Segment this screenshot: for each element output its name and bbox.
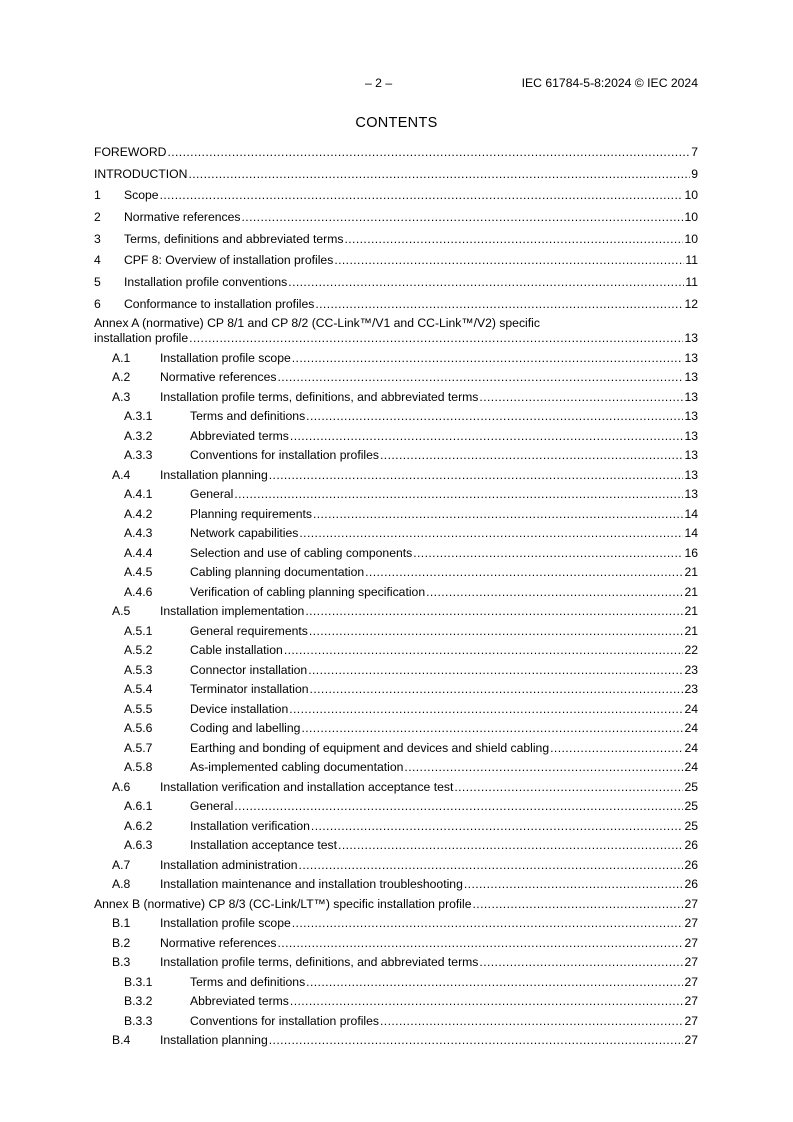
toc-entry[interactable] xyxy=(94,507,698,522)
toc-entry-page: 21 xyxy=(684,584,698,599)
dot-leader xyxy=(473,897,684,912)
toc-entry[interactable] xyxy=(94,624,698,639)
toc-entry-number: 1 xyxy=(94,188,101,203)
toc-entry-label: Verification of cabling planning specification xyxy=(190,584,426,599)
toc-entry-page: 26 xyxy=(684,857,698,872)
toc-entry-page: 7 xyxy=(691,145,698,159)
toc-entry-label: Cabling planning documentation xyxy=(190,565,365,580)
toc-entry-label: Installation profile scope xyxy=(160,916,291,931)
document-id: IEC 61784-5-8:2024 © IEC 2024 xyxy=(521,76,698,90)
toc-entry-page: 13 xyxy=(684,350,698,365)
toc-entry-label: Conventions for installation profiles xyxy=(190,448,380,463)
dot-leader xyxy=(305,604,683,619)
toc-entry[interactable] xyxy=(94,819,698,834)
toc-entry-label: General xyxy=(190,799,234,814)
dot-leader xyxy=(309,624,684,639)
toc-entry-page: 23 xyxy=(684,682,698,697)
dot-leader xyxy=(550,741,683,756)
toc-entry-page: 13 xyxy=(684,389,698,404)
toc-entry-label: Installation maintenance and installation troubleshooting xyxy=(160,877,463,892)
toc-entry-number: B.1 xyxy=(112,916,131,931)
toc-entry-page: 27 xyxy=(684,1033,698,1048)
toc-entry-page: 14 xyxy=(684,526,698,541)
page-number: – 2 – xyxy=(365,76,393,90)
toc-entry[interactable] xyxy=(94,702,698,717)
toc-entry-number: A.3 xyxy=(112,389,131,404)
dot-leader xyxy=(380,448,683,463)
toc-entry-label: INTRODUCTION xyxy=(94,166,188,181)
dot-leader xyxy=(413,546,683,561)
toc-entry[interactable] xyxy=(94,585,698,600)
toc-entry-label: As-implemented cabling documentation xyxy=(190,760,404,775)
toc-entry-label: Terms and definitions xyxy=(190,409,306,424)
toc-entry-page: 13 xyxy=(684,370,698,385)
dot-leader xyxy=(380,1014,683,1029)
toc-entry-label: Abbreviated terms xyxy=(190,428,289,443)
toc-entry-page: 13 xyxy=(684,428,698,443)
toc-entry-number: A.6.2 xyxy=(124,818,153,833)
toc-entry-label: Installation acceptance test xyxy=(190,838,338,853)
toc-entry-label: Installation profile terms, definitions, and abbreviated terms xyxy=(160,955,479,970)
dot-leader xyxy=(311,819,684,834)
dot-leader xyxy=(306,409,683,424)
toc-entry-number: A.4 xyxy=(112,467,131,482)
toc-entry-number: A.5.5 xyxy=(124,701,153,716)
toc-entry[interactable] xyxy=(94,188,698,203)
toc-entry-number: A.4.3 xyxy=(124,526,153,541)
toc-entry[interactable] xyxy=(94,565,698,580)
toc-entry-number: A.5.3 xyxy=(124,662,153,677)
toc-entry[interactable] xyxy=(94,429,698,444)
toc-entry[interactable] xyxy=(94,799,698,814)
toc-entry-number: A.1 xyxy=(112,350,131,365)
toc-entry[interactable] xyxy=(94,468,698,483)
dot-leader xyxy=(188,167,690,182)
toc-entry-page: 21 xyxy=(684,565,698,580)
toc-entry-number: 3 xyxy=(94,231,101,246)
toc-entry-number: B.3 xyxy=(112,955,131,970)
toc-entry-number: 4 xyxy=(94,253,101,268)
dot-leader xyxy=(479,390,683,405)
dot-leader xyxy=(306,975,683,990)
toc-entry-label: Annex B (normative) CP 8/3 (CC-Link/LT™) specific installation profile xyxy=(94,896,472,911)
toc-entry[interactable] xyxy=(94,167,698,182)
toc-entry-page: 21 xyxy=(684,623,698,638)
toc-entry-page: 27 xyxy=(684,974,698,989)
toc-entry[interactable] xyxy=(94,316,698,331)
toc-entry-label: FOREWORD xyxy=(94,145,167,159)
toc-entry-page: 11 xyxy=(685,275,698,290)
dot-leader xyxy=(315,297,683,312)
toc-entry-page: 26 xyxy=(684,877,698,892)
toc-entry-number: A.3.3 xyxy=(124,448,153,463)
toc-entry-label: Annex A (normative) CP 8/1 and CP 8/2 (CC-Link™/V1 and CC-Link™/V2) specific xyxy=(94,316,540,331)
dot-leader xyxy=(288,275,684,290)
toc-entry-number: A.5.2 xyxy=(124,643,153,658)
toc-entry-page: 14 xyxy=(684,506,698,521)
dot-leader xyxy=(301,721,683,736)
toc-entry-page: 27 xyxy=(684,916,698,931)
dot-leader xyxy=(308,663,683,678)
dot-leader xyxy=(313,507,683,522)
toc-entry[interactable] xyxy=(94,232,698,247)
toc-entry-label: Installation profile terms, definitions, and abbreviated terms xyxy=(160,389,479,404)
page-title: CONTENTS xyxy=(355,115,438,131)
dot-leader xyxy=(292,351,684,366)
toc-entry-page: 27 xyxy=(684,955,698,970)
toc-entry-label: Normative references xyxy=(160,370,277,385)
dot-leader xyxy=(269,1033,684,1048)
dot-leader xyxy=(310,682,684,697)
toc-entry-page: 26 xyxy=(684,838,698,853)
dot-leader xyxy=(292,916,684,931)
toc-entry-number: B.2 xyxy=(112,935,131,950)
toc-entry-number: A.6 xyxy=(112,779,131,794)
dot-leader xyxy=(290,429,684,444)
toc-entry-number: A.3.2 xyxy=(124,428,153,443)
toc-entry-page: 24 xyxy=(684,701,698,716)
toc-entry-label: Connector installation xyxy=(190,662,308,677)
dot-leader xyxy=(344,232,683,247)
toc-entry-number: A.4.4 xyxy=(124,545,153,560)
toc-entry-number: A.2 xyxy=(112,370,131,385)
toc-entry-label: General requirements xyxy=(190,623,308,638)
dot-leader xyxy=(464,877,684,892)
dot-leader xyxy=(278,370,684,385)
toc-entry-number: A.5 xyxy=(112,604,131,619)
toc-entry[interactable] xyxy=(94,145,698,160)
toc-entry-page: 27 xyxy=(684,994,698,1009)
dot-leader xyxy=(160,188,684,203)
toc-entry-number: 6 xyxy=(94,296,101,311)
toc-entry[interactable] xyxy=(94,897,698,912)
dot-leader xyxy=(479,955,683,970)
dot-leader xyxy=(289,702,683,717)
toc-entry-label: Normative references xyxy=(160,935,277,950)
toc-entry-number: A.5.8 xyxy=(124,760,153,775)
toc-entry[interactable] xyxy=(94,838,698,853)
dot-leader xyxy=(338,838,683,853)
toc-entry-number: A.6.1 xyxy=(124,799,153,814)
toc-entry-page: 27 xyxy=(684,896,698,911)
toc-entry[interactable] xyxy=(94,546,698,561)
toc-entry-label: Network capabilities xyxy=(190,526,299,541)
toc-entry-page: 9 xyxy=(691,166,698,181)
toc-entry-label: Conventions for installation profiles xyxy=(190,1013,380,1028)
dot-leader xyxy=(426,585,683,600)
table-of-contents xyxy=(94,145,698,1048)
dot-leader xyxy=(269,468,684,483)
toc-entry-number: A.5.4 xyxy=(124,682,153,697)
toc-entry-number: A.5.6 xyxy=(124,721,153,736)
toc-entry[interactable] xyxy=(94,916,698,931)
toc-entry-label: Device installation xyxy=(190,701,289,716)
toc-entry-number: A.4.6 xyxy=(124,584,153,599)
toc-entry[interactable] xyxy=(94,526,698,541)
page-header xyxy=(94,76,698,92)
toc-entry-label: Installation verification and installation acceptance test xyxy=(160,779,454,794)
dot-leader xyxy=(404,760,683,775)
toc-entry[interactable] xyxy=(94,936,698,951)
toc-entry-label: Terms, definitions and abbreviated terms xyxy=(124,231,344,246)
toc-entry-page: 22 xyxy=(684,643,698,658)
toc-entry-label: Installation planning xyxy=(160,1033,268,1048)
toc-entry-page: 10 xyxy=(684,231,698,246)
toc-entry-label: Conformance to installation profiles xyxy=(124,296,315,311)
dot-leader xyxy=(167,145,690,160)
toc-entry[interactable] xyxy=(94,643,698,658)
toc-entry-page: 27 xyxy=(684,935,698,950)
toc-entry-page: 10 xyxy=(684,210,698,225)
toc-entry[interactable] xyxy=(94,682,698,697)
toc-entry-number: A.5.7 xyxy=(124,740,153,755)
toc-entry-page: 25 xyxy=(684,818,698,833)
toc-entry-label: installation profile xyxy=(94,331,189,346)
dot-leader xyxy=(278,936,684,951)
toc-entry-number: A.5.1 xyxy=(124,623,153,638)
toc-entry-label: Installation profile conventions xyxy=(124,275,288,290)
toc-entry-page: 16 xyxy=(684,545,698,560)
toc-entry[interactable] xyxy=(94,663,698,678)
toc-entry-number: 2 xyxy=(94,210,101,225)
toc-entry-page: 12 xyxy=(684,296,698,311)
toc-entry[interactable] xyxy=(94,994,698,1009)
toc-entry-label: Installation planning xyxy=(160,467,268,482)
dot-leader xyxy=(454,780,683,795)
toc-entry-label: Normative references xyxy=(124,210,241,225)
toc-entry[interactable] xyxy=(94,955,698,970)
toc-entry-label: Terms and definitions xyxy=(190,974,306,989)
toc-entry-page: 13 xyxy=(684,409,698,424)
toc-entry-page: 10 xyxy=(684,188,698,203)
toc-entry-page: 13 xyxy=(684,448,698,463)
toc-entry-page: 27 xyxy=(684,1013,698,1028)
toc-entry-page: 24 xyxy=(684,721,698,736)
dot-leader xyxy=(334,253,684,268)
toc-entry-page: 13 xyxy=(684,331,698,346)
toc-entry-page: 13 xyxy=(684,467,698,482)
toc-entry-label: CPF 8: Overview of installation profiles xyxy=(124,253,334,268)
toc-entry[interactable] xyxy=(94,741,698,756)
toc-entry[interactable] xyxy=(94,487,698,502)
toc-entry[interactable] xyxy=(94,877,698,892)
toc-entry-page: 21 xyxy=(684,604,698,619)
dot-leader xyxy=(234,487,683,502)
toc-entry[interactable] xyxy=(94,210,698,225)
dot-leader xyxy=(299,526,683,541)
toc-entry[interactable] xyxy=(94,297,698,312)
toc-entry-number: A.3.1 xyxy=(124,409,153,424)
toc-entry-label: Cable installation xyxy=(190,643,283,658)
toc-entry-page: 25 xyxy=(684,799,698,814)
toc-entry-label: General xyxy=(190,487,234,502)
toc-entry-page: 24 xyxy=(684,760,698,775)
toc-entry[interactable] xyxy=(94,604,698,619)
toc-entry-number: A.4.2 xyxy=(124,506,153,521)
toc-entry-label: Planning requirements xyxy=(190,506,312,521)
toc-entry-page: 13 xyxy=(684,487,698,502)
toc-entry[interactable] xyxy=(94,409,698,424)
toc-entry-number: A.8 xyxy=(112,877,131,892)
toc-entry[interactable] xyxy=(94,275,698,290)
toc-entry-label: Installation profile scope xyxy=(160,350,291,365)
toc-entry[interactable] xyxy=(94,1033,698,1048)
toc-entry-number: A.7 xyxy=(112,857,131,872)
toc-entry[interactable] xyxy=(94,253,698,268)
toc-entry-label: Abbreviated terms xyxy=(190,994,289,1009)
toc-entry-number: 5 xyxy=(94,275,101,290)
dot-leader xyxy=(234,799,683,814)
toc-entry[interactable] xyxy=(94,331,698,346)
toc-entry-number: A.6.3 xyxy=(124,838,153,853)
toc-entry[interactable] xyxy=(94,1014,698,1029)
dot-leader xyxy=(299,858,684,873)
toc-entry[interactable] xyxy=(94,370,698,385)
dot-leader xyxy=(189,331,683,346)
dot-leader xyxy=(242,210,684,225)
toc-entry-label: Coding and labelling xyxy=(190,721,301,736)
toc-entry-label: Installation administration xyxy=(160,857,298,872)
toc-entry-label: Installation implementation xyxy=(160,604,305,619)
toc-entry-page: 24 xyxy=(684,740,698,755)
toc-entry[interactable] xyxy=(94,858,698,873)
toc-entry-label: Earthing and bonding of equipment and devices and shield cabling xyxy=(190,740,550,755)
toc-entry[interactable] xyxy=(94,760,698,775)
toc-entry-page: 11 xyxy=(685,253,698,268)
toc-entry-number: A.4.5 xyxy=(124,565,153,580)
toc-entry[interactable] xyxy=(94,780,698,795)
toc-entry[interactable] xyxy=(94,975,698,990)
toc-entry-number: A.4.1 xyxy=(124,487,153,502)
toc-entry[interactable] xyxy=(94,448,698,463)
toc-entry-number: B.3.3 xyxy=(124,1013,153,1028)
dot-leader xyxy=(290,994,684,1009)
toc-entry[interactable] xyxy=(94,721,698,736)
toc-entry-number: B.4 xyxy=(112,1033,131,1048)
toc-entry-label: Terminator installation xyxy=(190,682,309,697)
toc-entry-number: B.3.2 xyxy=(124,994,153,1009)
dot-leader xyxy=(284,643,684,658)
toc-entry-label: Selection and use of cabling components xyxy=(190,545,413,560)
toc-entry-label: Scope xyxy=(124,188,159,203)
dot-leader xyxy=(365,565,683,580)
toc-entry-number: B.3.1 xyxy=(124,974,153,989)
toc-entry[interactable] xyxy=(94,351,698,366)
toc-entry-page: 23 xyxy=(684,662,698,677)
toc-entry-page: 25 xyxy=(684,779,698,794)
toc-entry-label: Installation verification xyxy=(190,818,310,833)
toc-entry[interactable] xyxy=(94,390,698,405)
